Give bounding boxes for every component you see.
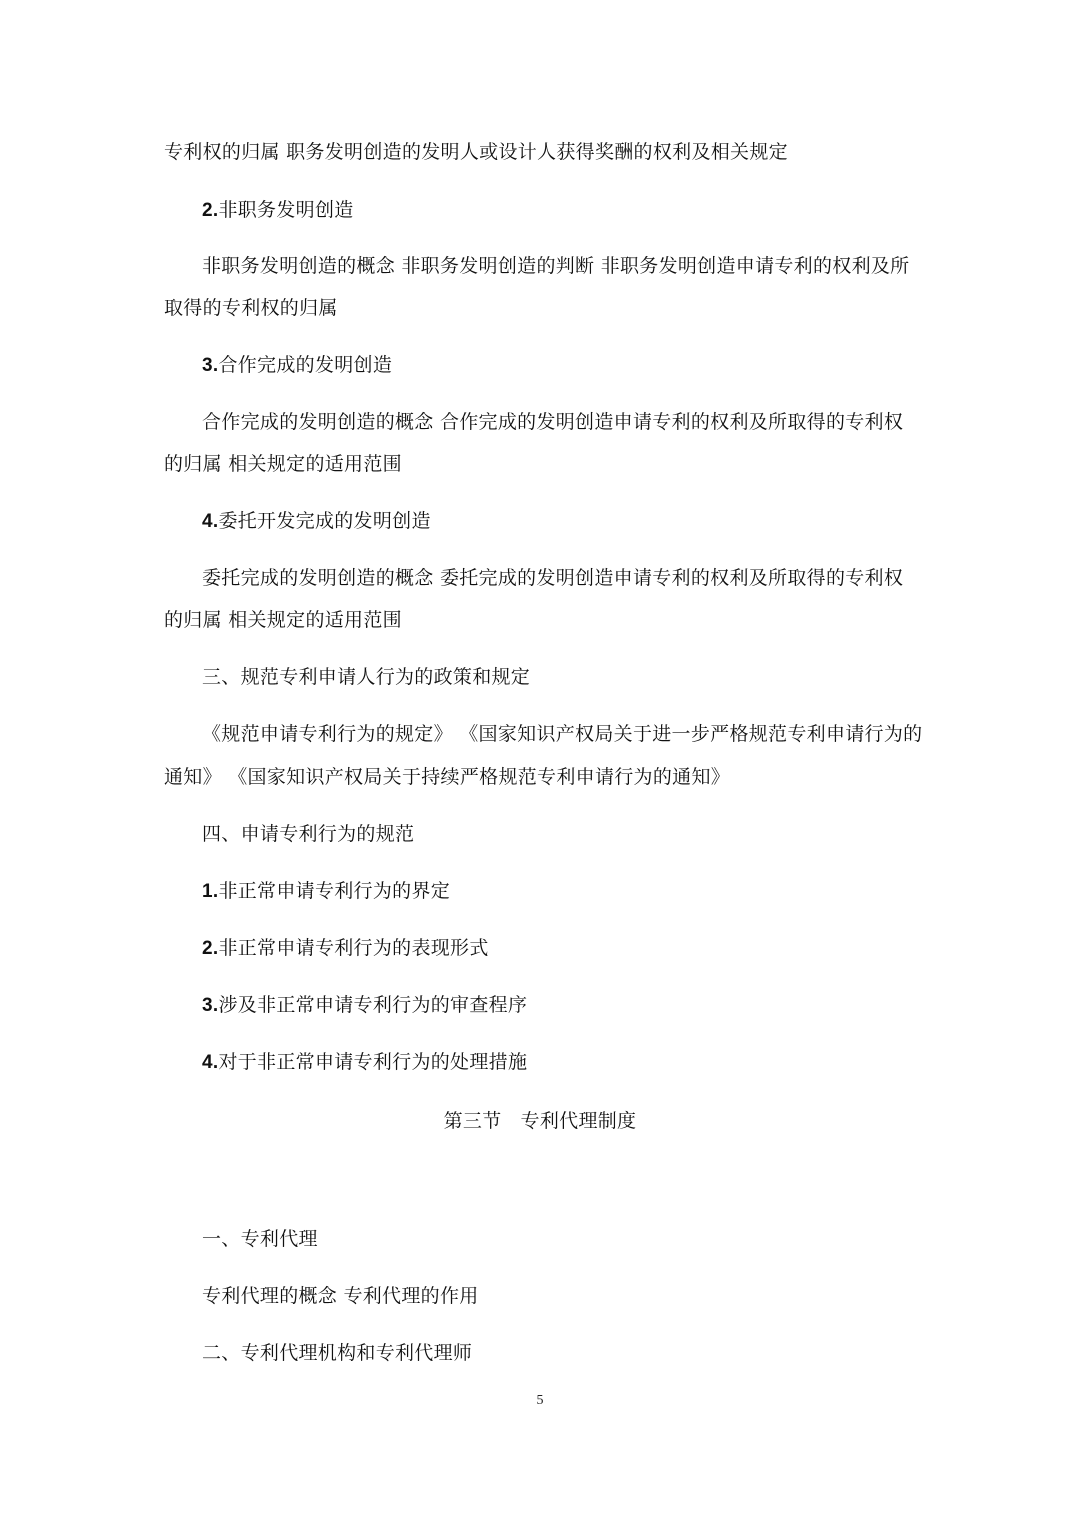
- subheading-number: 2.: [202, 200, 219, 221]
- paragraph-line: 专利权的归属 职务发明创造的发明人或设计人获得奖酬的权利及相关规定: [164, 141, 788, 163]
- list-item-text: 涉及非正常申请专利行为的审查程序: [218, 994, 528, 1016]
- subheading-non-service: [202, 198, 354, 223]
- list-item: [202, 993, 527, 1018]
- subheading-text: 非职务发明创造: [218, 199, 354, 221]
- subheading-entrusted: [202, 509, 431, 534]
- paragraph-line: 《规范申请专利行为的规定》 《国家知识产权局关于进一步严格规范专利申请行为的: [202, 723, 923, 745]
- list-item-text: 对于非正常申请专利行为的处理措施: [218, 1051, 528, 1073]
- list-item: [202, 1050, 527, 1075]
- list-item-text: 非正常申请专利行为的表现形式: [218, 937, 489, 959]
- paragraph-line: 非职务发明创造的概念 非职务发明创造的判断 非职务发明创造申请专利的权利及所: [202, 255, 910, 277]
- subheading-number: 4.: [202, 511, 219, 532]
- subheading-cooperation: [202, 353, 392, 378]
- section-title: 第三节 专利代理制度: [443, 1110, 637, 1132]
- list-item-number: 4.: [202, 1052, 219, 1073]
- list-item: [202, 879, 450, 904]
- paragraph-line: 通知》 《国家知识产权局关于持续严格规范专利申请行为的通知》: [164, 766, 731, 788]
- heading-agency: 一、专利代理: [202, 1228, 318, 1250]
- list-item: [202, 936, 489, 961]
- subheading-text: 合作完成的发明创造: [218, 354, 393, 376]
- list-item-text: 非正常申请专利行为的界定: [218, 880, 451, 902]
- paragraph-line: 合作完成的发明创造的概念 合作完成的发明创造申请专利的权利及所取得的专利权: [202, 411, 904, 433]
- heading-policy: 三、规范专利申请人行为的政策和规定: [202, 666, 531, 688]
- paragraph-line: 专利代理的概念 专利代理的作用: [202, 1285, 479, 1307]
- heading-agency-institutions: 二、专利代理机构和专利代理师: [202, 1342, 473, 1364]
- list-item-number: 3.: [202, 995, 219, 1016]
- subheading-text: 委托开发完成的发明创造: [218, 510, 431, 532]
- list-item-number: 2.: [202, 938, 219, 959]
- paragraph-line: 委托完成的发明创造的概念 委托完成的发明创造申请专利的权利及所取得的专利权: [202, 567, 904, 589]
- paragraph-line: 的归属 相关规定的适用范围: [164, 453, 402, 475]
- paragraph-line: 取得的专利权的归属: [164, 297, 338, 319]
- paragraph-line: 的归属 相关规定的适用范围: [164, 609, 402, 631]
- list-item-number: 1.: [202, 881, 219, 902]
- page-number: 5: [536, 1393, 544, 1408]
- subheading-number: 3.: [202, 355, 219, 376]
- heading-norms: 四、申请专利行为的规范: [202, 823, 415, 845]
